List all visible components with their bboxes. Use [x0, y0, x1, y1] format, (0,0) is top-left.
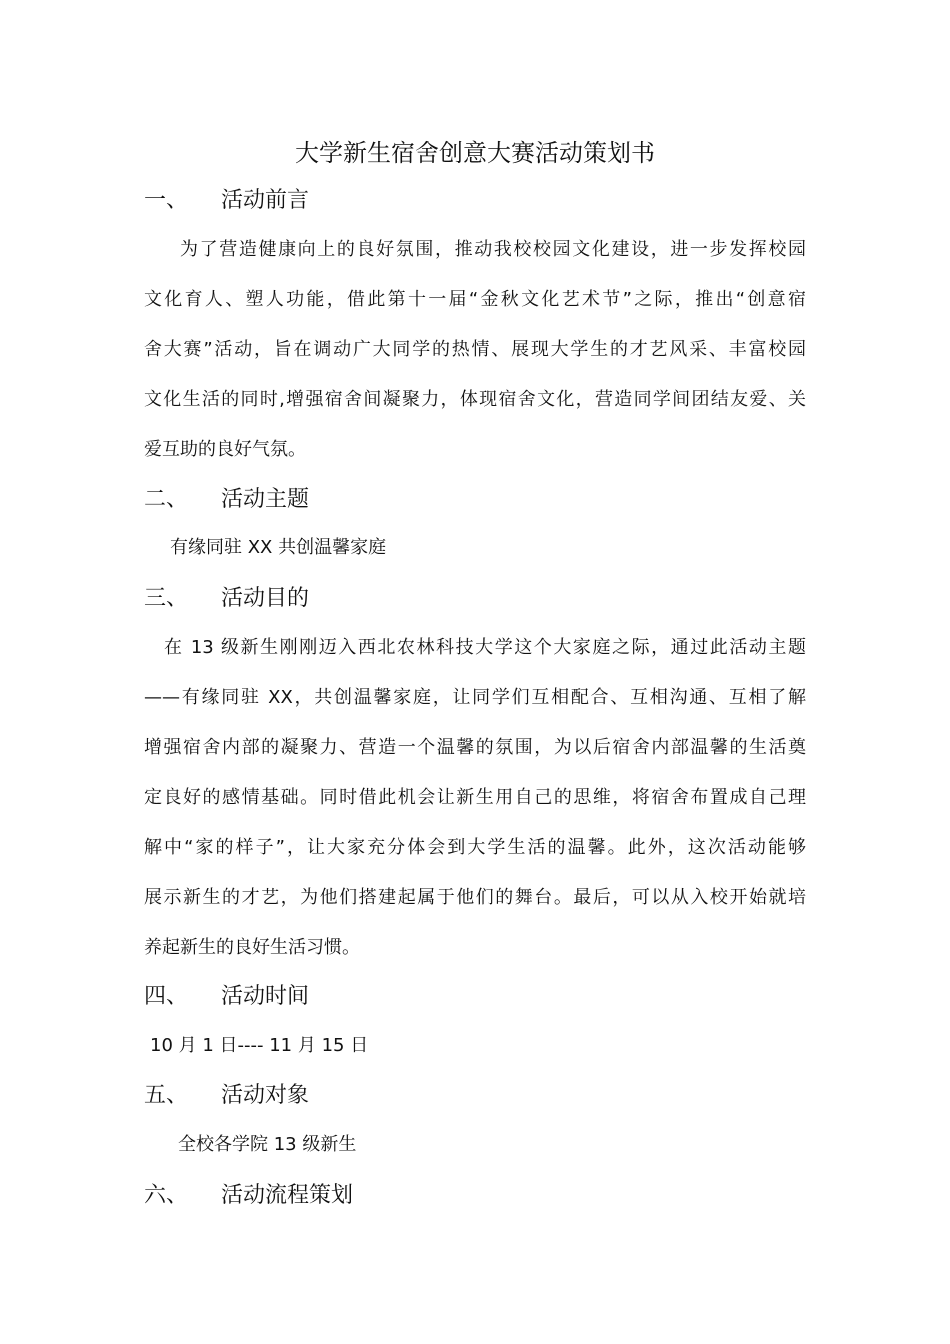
- section-title: 活动目的: [221, 586, 310, 611]
- section-number: 四、: [144, 984, 189, 1009]
- section-title: 活动流程策划: [221, 1183, 354, 1208]
- section-heading-2: [144, 482, 309, 518]
- section-title: 活动时间: [221, 984, 310, 1009]
- paragraph-line: 增强宿舍内部的凝聚力、营造一个温馨的氛围，为以后宿舍内部温馨的生活奠: [144, 737, 806, 758]
- paragraph-line: 文化生活的同时,增强宿舍间凝聚力，体现宿舍文化，营造同学间团结友爱、关: [144, 389, 806, 410]
- paragraph-line: 文化育人、塑人功能，借此第十一届“金秋文化艺术节”之际，推出“创意宿: [144, 289, 806, 310]
- paragraph-line: 展示新生的才艺，为他们搭建起属于他们的舞台。最后，可以从入校开始就培: [144, 887, 806, 908]
- section-heading-5: [144, 1078, 309, 1114]
- paragraph-line: 定良好的感情基础。同时借此机会让新生用自己的思维，将宿舍布置成自己理: [144, 787, 806, 808]
- section-title: 活动前言: [221, 188, 310, 213]
- document-title: 大学新生宿舍创意大赛活动策划书: [295, 139, 655, 167]
- paragraph-line: 爱互助的良好气氛。: [144, 439, 306, 460]
- paragraph-line: ——有缘同驻 XX，共创温馨家庭，让同学们互相配合、互相沟通、互相了解: [144, 687, 806, 708]
- section-body-1: [144, 225, 806, 475]
- section-heading-3: [144, 581, 309, 617]
- section-number: 一、: [144, 188, 189, 213]
- paragraph-line: 在 13 级新生刚刚迈入西北农林科技大学这个大家庭之际，通过此活动主题: [164, 637, 806, 658]
- section-body-4: 10 月 1 日---- 11 月 15 日: [150, 1035, 369, 1056]
- section-title: 活动对象: [221, 1083, 310, 1108]
- section-number: 二、: [144, 487, 189, 512]
- section-body-5: 全校各学院 13 级新生: [178, 1134, 357, 1155]
- section-number: 五、: [144, 1083, 189, 1108]
- paragraph-line: 解中“家的样子”，让大家充分体会到大学生活的温馨。此外，这次活动能够: [144, 837, 806, 858]
- paragraph-line: 养起新生的良好生活习惯。: [144, 937, 360, 958]
- paragraph-line: 为了营造健康向上的良好氛围，推动我校校园文化建设，进一步发挥校园: [180, 239, 806, 260]
- section-heading-1: [144, 183, 309, 219]
- section-number: 三、: [144, 586, 189, 611]
- section-number: 六、: [144, 1183, 189, 1208]
- section-heading-4: [144, 979, 309, 1015]
- section-heading-6: [144, 1178, 353, 1214]
- paragraph-line: 舍大赛”活动，旨在调动广大同学的热情、展现大学生的才艺风采、丰富校园: [144, 339, 806, 360]
- section-body-3: [144, 623, 806, 973]
- section-body-2: 有缘同驻 XX 共创温馨家庭: [170, 537, 387, 558]
- section-title: 活动主题: [221, 487, 310, 512]
